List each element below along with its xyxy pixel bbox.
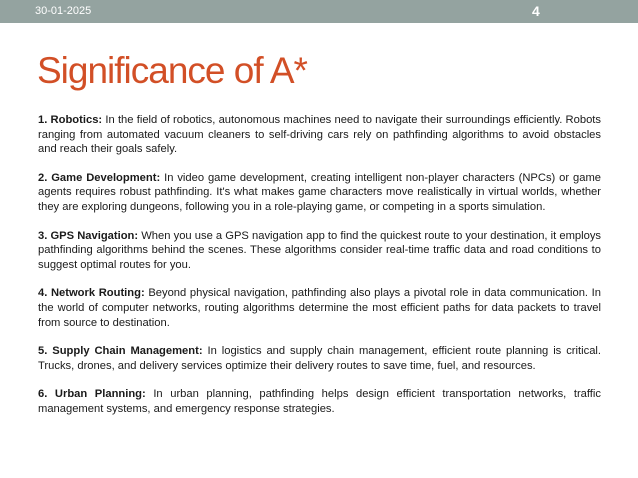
section-heading: 3. GPS Navigation: (38, 229, 139, 242)
section-text: In urban planning, pathfinding helps design efficient transportation networks, traffic management systems, and emergency response strategies. (38, 388, 601, 415)
header-bar (0, 0, 638, 23)
section-gps-navigation (38, 229, 601, 273)
section-text: In the field of robotics, autonomous machines need to navigate their surroundings efficiently. Robots ranging from automated vacuum cleaners to self-driving cars rely on pathfinding algorithms to avoid obstacles and reach their goals safely. (38, 114, 601, 156)
section-text: Beyond physical navigation, pathfinding also plays a pivotal role in data communication. In the world of computer networks, routing algorithms determine the most efficient paths for data packets to travel from source to destination. (38, 287, 601, 329)
section-supply-chain (38, 344, 601, 373)
slide-number: 4 (532, 3, 540, 19)
section-game-development (38, 171, 601, 215)
section-heading: 4. Network Routing: (38, 287, 145, 300)
section-text: In logistics and supply chain management, efficient route planning is critical. Trucks, drones, and delivery services optimize their delivery routes to save time, fuel, and resources. (38, 345, 602, 372)
section-heading: 2. Game Development: (38, 171, 161, 184)
section-text: In video game development, creating intelligent non-player characters (NPCs) or game agents requires robust pathfinding. It's what makes game characters move realistically in virtual worlds, whether they are exploring dungeons, following you in a role-playing game, or competing in a sports simulation. (38, 171, 601, 213)
section-network-routing (38, 286, 601, 330)
section-urban-planning (38, 387, 601, 416)
section-heading: 1. Robotics: (38, 114, 103, 126)
slide-title: Significance of A* (37, 50, 307, 91)
section-heading: 5. Supply Chain Management: (38, 345, 203, 358)
section-text: When you use a GPS navigation app to find the quickest route to your destination, it employs pathfinding algorithms behind the scenes. These algorithms consider real-time traffic data and road conditions to suggest optimal routes for you. (38, 229, 602, 271)
section-robotics (38, 113, 601, 157)
slide-body (38, 113, 601, 431)
section-heading: 6. Urban Planning: (38, 388, 146, 401)
slide-date: 30-01-2025 (35, 5, 92, 17)
